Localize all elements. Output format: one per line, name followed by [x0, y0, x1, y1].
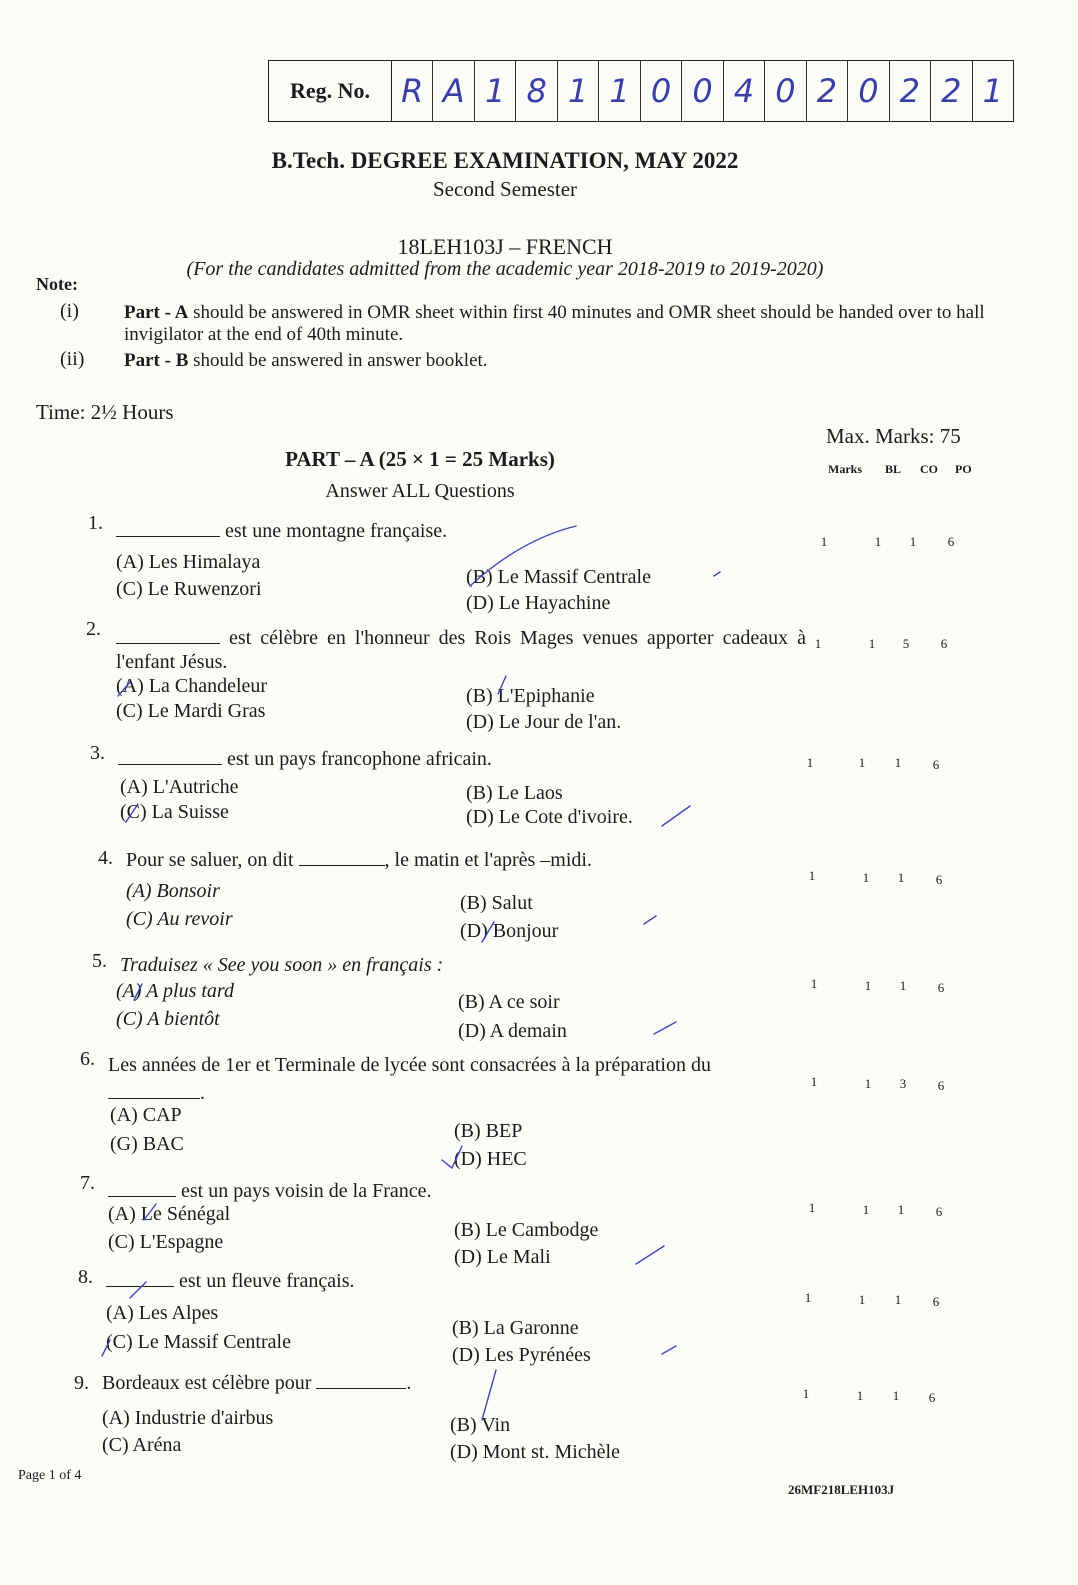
- mark-co: 1: [894, 1292, 902, 1307]
- option-b: (B) Le Laos: [466, 782, 563, 804]
- note-bold: Part - A: [124, 302, 189, 323]
- option-b: (B) La Garonne: [452, 1317, 579, 1339]
- paper-code: 26MF218LEH103J: [788, 1482, 895, 1497]
- tick-mark: [102, 1340, 110, 1356]
- option-a: (A) Le Sénégal: [108, 1203, 231, 1225]
- reg-digit: 4: [724, 61, 765, 121]
- option-b: (B) L'Epiphanie: [466, 685, 595, 707]
- option-d: (D) A demain: [458, 1020, 567, 1042]
- question-number: 8.: [78, 1266, 93, 1288]
- option-c: (C) La Suisse: [120, 801, 229, 823]
- max-marks: Max. Marks: 75: [826, 424, 961, 448]
- reg-digit: 8: [516, 61, 557, 121]
- mark-marks: 1: [808, 1200, 816, 1215]
- tick-mark: [442, 1146, 462, 1168]
- question-blank: .: [108, 1082, 205, 1105]
- mark-co: 1: [909, 534, 917, 549]
- note-num: (i): [60, 300, 79, 322]
- question-number: 4.: [98, 847, 113, 869]
- tick-mark: [636, 1246, 664, 1264]
- mark-co: 1: [892, 1388, 900, 1403]
- admitted-note: (For the candidates admitted from the academic year 2018-2019 to 2019-2020): [186, 258, 824, 280]
- option-b: (B) Le Massif Centrale: [466, 566, 651, 588]
- question-text: est une montagne française.: [116, 520, 447, 543]
- tick-mark: [482, 1370, 496, 1420]
- option-b: (B) A ce soir: [458, 991, 560, 1013]
- option-b: (B) BEP: [454, 1120, 523, 1142]
- option-d: (D) HEC: [454, 1148, 527, 1170]
- option-d: (D) Les Pyrénées: [452, 1344, 591, 1366]
- tick-mark: [144, 1204, 156, 1220]
- question-number: 6.: [80, 1048, 95, 1070]
- mark-co: 1: [897, 870, 905, 885]
- col-po: PO: [955, 462, 972, 476]
- mark-co: 1: [894, 755, 902, 770]
- reg-digit: 0: [765, 61, 806, 121]
- col-co: CO: [920, 462, 938, 476]
- note-label: Note:: [36, 274, 78, 294]
- option-c: (C) A bientôt: [116, 1008, 220, 1030]
- exam-time: Time: 2½ Hours: [36, 400, 174, 424]
- mark-marks: 1: [814, 636, 822, 651]
- reg-label: Reg. No.: [269, 61, 392, 121]
- mark-po: 6: [932, 757, 940, 772]
- reg-digit: 2: [807, 61, 848, 121]
- mark-po: 6: [935, 1204, 943, 1219]
- mark-po: 6: [932, 1294, 940, 1309]
- question-text: est célèbre en l'honneur des Rois Mages venues apporter cadeaux à l'enfant Jésus.: [116, 627, 807, 673]
- mark-co: 3: [899, 1076, 907, 1091]
- mark-bl: 1: [864, 1076, 872, 1091]
- part-instruction: Answer ALL Questions: [325, 480, 515, 502]
- course-code: 18LEH103J – FRENCH: [397, 234, 613, 259]
- mark-marks: 1: [802, 1386, 810, 1401]
- reg-digit: 2: [931, 61, 972, 121]
- mark-po: 6: [935, 872, 943, 887]
- tick-mark: [662, 806, 690, 826]
- question-number: 2.: [86, 618, 101, 640]
- option-c: (C) Le Mardi Gras: [116, 700, 266, 722]
- mark-bl: 1: [864, 978, 872, 993]
- question-number: 1.: [88, 512, 103, 534]
- mark-po: 6: [928, 1390, 936, 1405]
- question-number: 3.: [90, 742, 105, 764]
- mark-marks: 1: [810, 976, 818, 991]
- note-body: should be answered in OMR sheet within first 40 minutes and OMR sheet should be handed over to hall invigilator at the end of 40th minute.: [124, 302, 985, 345]
- col-bl: BL: [885, 462, 902, 476]
- option-a: (A) Les Alpes: [106, 1302, 219, 1324]
- mark-bl: 1: [858, 755, 866, 770]
- reg-digit: R: [392, 61, 433, 121]
- tick-mark: [126, 804, 138, 822]
- tick-mark: [714, 572, 720, 576]
- note-body: should be answered in answer booklet.: [188, 350, 488, 371]
- reg-digit: 1: [558, 61, 599, 121]
- question-text: Traduisez « See you soon » en français :: [120, 954, 444, 976]
- reg-digit: 1: [982, 72, 1003, 110]
- option-a: (A) L'Autriche: [120, 776, 239, 798]
- question-number: 9.: [74, 1372, 89, 1394]
- option-d: (D) Bonjour: [460, 920, 559, 942]
- mark-marks: 1: [804, 1290, 812, 1305]
- tick-mark: [498, 676, 506, 694]
- mark-co: 1: [897, 1202, 905, 1217]
- tick-mark: [654, 1022, 676, 1034]
- reg-digit: 0: [682, 61, 723, 121]
- option-d: (D) Le Mali: [454, 1246, 551, 1268]
- question-text: Pour se saluer, on dit , le matin et l'après –midi.: [126, 849, 592, 871]
- option-a: (A) Bonsoir: [126, 880, 220, 902]
- option-d: (D) Le Hayachine: [466, 592, 611, 614]
- option-c: (C) Le Ruwenzori: [116, 578, 262, 600]
- question-number: 5.: [92, 950, 107, 972]
- option-d: (D) Mont st. Michèle: [450, 1441, 620, 1463]
- option-a: (A) La Chandeleur: [116, 675, 268, 697]
- semester: Second Semester: [432, 177, 578, 201]
- col-marks: Marks: [828, 462, 862, 476]
- question-number: 7.: [80, 1172, 95, 1194]
- option-c: (C) Au revoir: [126, 908, 233, 930]
- reg-digit: 2: [890, 61, 931, 121]
- option-c: (C) L'Espagne: [108, 1231, 224, 1253]
- note-bold: Part - B: [124, 350, 189, 371]
- part-title: PART – A (25 × 1 = 25 Marks): [285, 447, 555, 471]
- reg-digit: 1: [475, 61, 516, 121]
- question-text: Les années de 1er et Terminale de lycée sont consacrées à la préparation du: [108, 1054, 711, 1076]
- mark-marks: 1: [808, 868, 816, 883]
- mark-marks: 1: [810, 1074, 818, 1089]
- question-text: Bordeaux est célèbre pour .: [102, 1372, 412, 1394]
- option-a: (A) CAP: [110, 1104, 182, 1126]
- tick-mark: [470, 526, 576, 586]
- mark-po: 6: [937, 980, 945, 995]
- mark-marks: 1: [820, 534, 828, 549]
- option-c: (C) Aréna: [102, 1434, 182, 1456]
- mark-bl: 1: [874, 534, 882, 549]
- question-text: est un pays francophone africain.: [118, 748, 492, 771]
- tick-mark: [130, 1282, 146, 1298]
- option-a: (A) Les Himalaya: [116, 551, 261, 573]
- question-text: est un pays voisin de la France.: [108, 1180, 432, 1203]
- mark-po: 6: [947, 534, 955, 549]
- mark-po: 6: [940, 636, 948, 651]
- exam-title: B.Tech. DEGREE EXAMINATION, MAY 2022: [271, 148, 739, 173]
- option-a: (A) Industrie d'airbus: [102, 1407, 274, 1429]
- reg-digit: A: [433, 61, 474, 121]
- page-number: Page 1 of 4: [18, 1468, 82, 1483]
- tick-mark: [644, 916, 656, 924]
- tick-mark: [662, 1346, 676, 1354]
- option-a: (A) A plus tard: [116, 980, 234, 1002]
- option-b: (B) Salut: [460, 892, 533, 914]
- tick-mark: [134, 984, 142, 1000]
- reg-digit: 0: [641, 61, 682, 121]
- reg-digit: 1: [599, 61, 640, 121]
- mark-co: 5: [902, 636, 910, 651]
- option-d: (D) Le Jour de l'an.: [466, 711, 622, 733]
- tick-mark: [482, 922, 494, 942]
- option-b: (B) Vin: [450, 1414, 511, 1436]
- mark-bl: 1: [858, 1292, 866, 1307]
- option-c: (G) BAC: [110, 1133, 184, 1155]
- tick-mark: [118, 682, 130, 696]
- note-num: (ii): [60, 348, 85, 370]
- reg-digit: 0: [848, 61, 889, 121]
- mark-bl: 1: [862, 1202, 870, 1217]
- mark-co: 1: [899, 978, 907, 993]
- mark-bl: 1: [868, 636, 876, 651]
- mark-bl: 1: [862, 870, 870, 885]
- mark-bl: 1: [856, 1388, 864, 1403]
- mark-marks: 1: [806, 755, 814, 770]
- option-c: (C) Le Massif Centrale: [106, 1331, 291, 1353]
- option-b: (B) Le Cambodge: [454, 1219, 599, 1241]
- option-d: (D) Le Cote d'ivoire.: [466, 806, 633, 828]
- mark-po: 6: [937, 1078, 945, 1093]
- question-text: est un fleuve français.: [106, 1270, 354, 1293]
